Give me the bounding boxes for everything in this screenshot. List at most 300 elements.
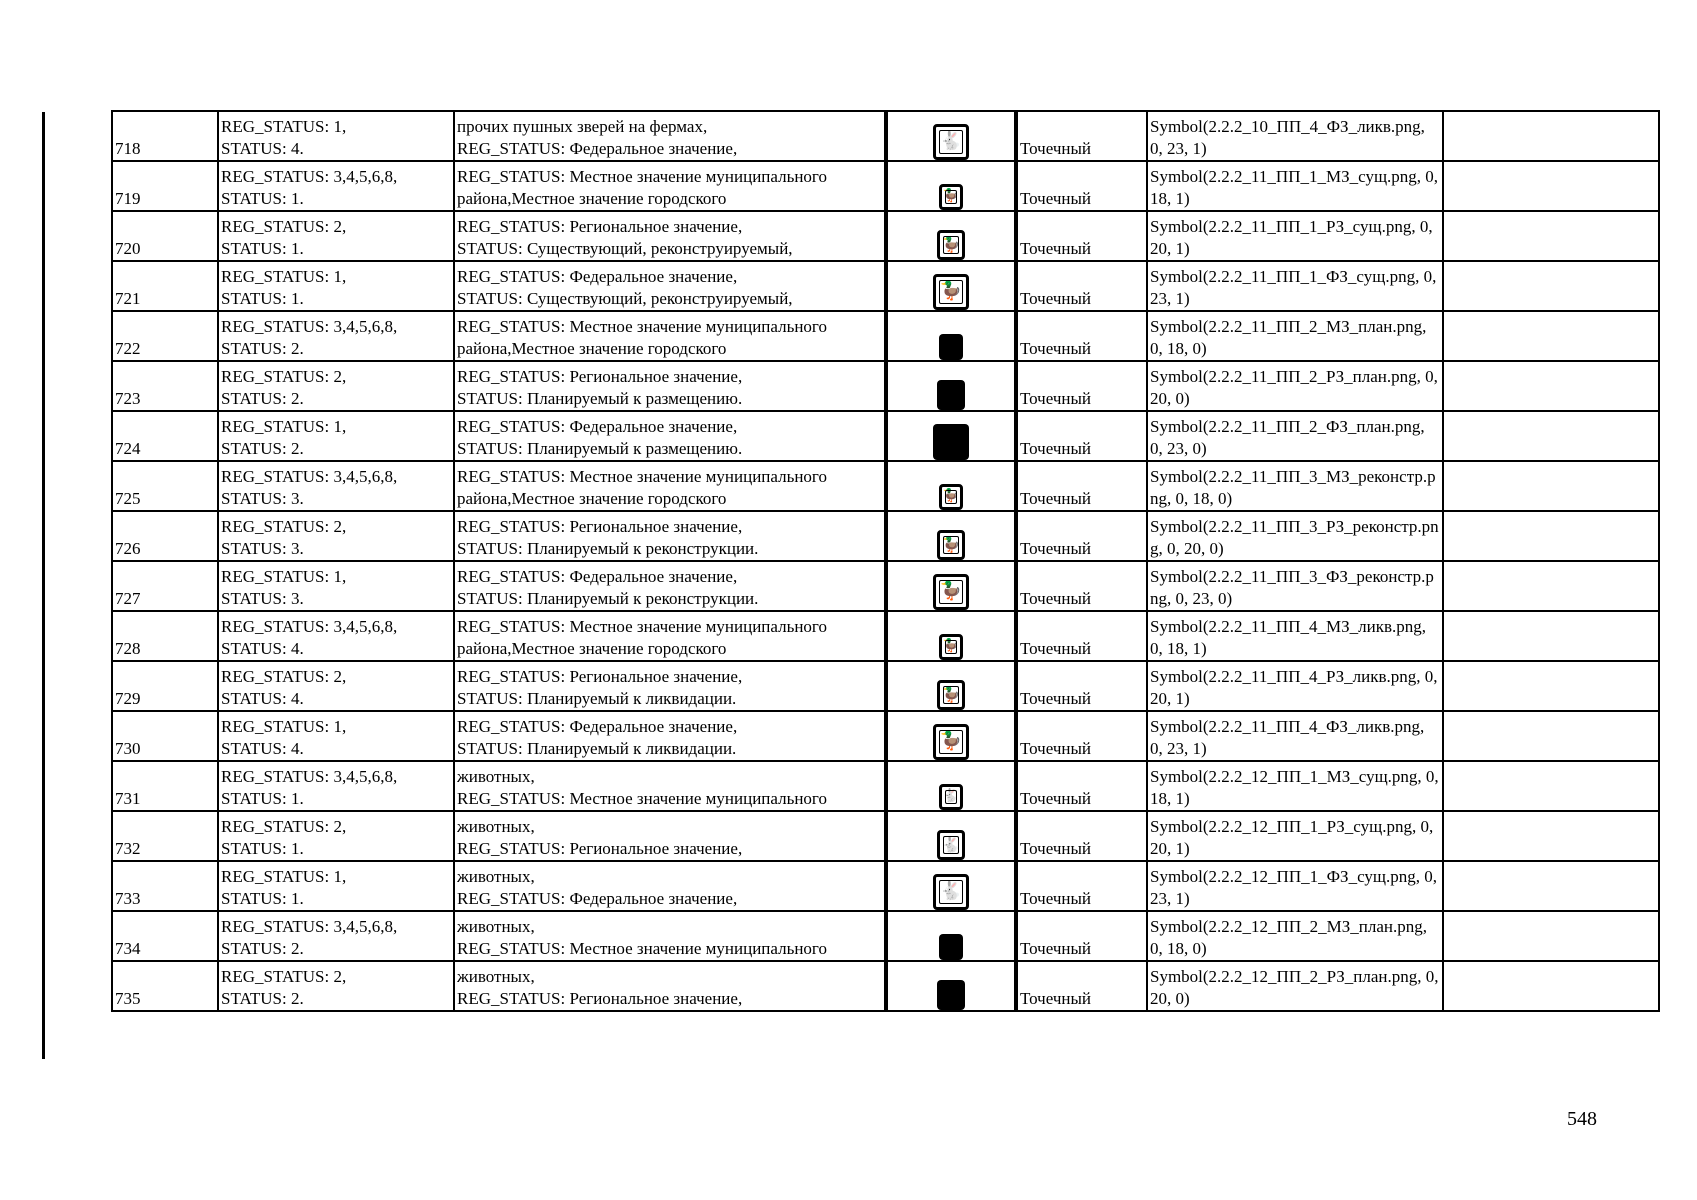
status-cell (218, 711, 454, 761)
row-number-cell (112, 511, 218, 561)
symbol-code-cell (1147, 461, 1443, 511)
description-cell (454, 861, 886, 911)
symbol-glyph: 🦆 (939, 580, 963, 602)
symbol-code: Symbol(2.2.2_11_ПП_1_ФЗ_сущ.png, 0, 23, 1) (1150, 267, 1437, 308)
geometry-type-cell (1016, 561, 1147, 611)
description-line-1: REG_STATUS: Местное значение муниципального (457, 317, 827, 336)
reg-status-text: REG_STATUS: 2, (221, 517, 347, 536)
description-line-2: STATUS: Планируемый к размещению. (457, 439, 743, 458)
description-line-2: STATUS: Планируемый к ликвидации. (457, 689, 737, 708)
status-text: STATUS: 2. (221, 439, 304, 458)
geometry-type-cell (1016, 311, 1147, 361)
geometry-type: Точечный (1020, 139, 1092, 158)
geometry-type: Точечный (1020, 689, 1092, 708)
table-row (112, 911, 1659, 961)
geometry-type: Точечный (1020, 939, 1092, 958)
geometry-type: Точечный (1020, 589, 1092, 608)
duck-icon (937, 680, 965, 710)
geometry-type: Точечный (1020, 889, 1092, 908)
symbol-cell (886, 211, 1016, 261)
empty-cell (1443, 911, 1659, 961)
empty-cell (1443, 711, 1659, 761)
symbol-cell (886, 361, 1016, 411)
description-line-2: района,Местное значение городского (457, 339, 727, 358)
status-cell (218, 261, 454, 311)
symbol-code: Symbol(2.2.2_11_ПП_2_МЗ_план.png, 0, 18, 0) (1150, 317, 1427, 358)
symbol-code-cell (1147, 911, 1443, 961)
empty-cell (1443, 861, 1659, 911)
symbol-code-cell (1147, 161, 1443, 211)
status-cell (218, 411, 454, 461)
table-row (112, 411, 1659, 461)
description-cell (454, 961, 886, 1011)
row-number: 722 (115, 339, 141, 358)
description-line-2: STATUS: Существующий, реконструируемый, (457, 239, 793, 258)
status-text: STATUS: 4. (221, 139, 304, 158)
table-row (112, 261, 1659, 311)
table-row (112, 611, 1659, 661)
page-number: 548 (1567, 1108, 1597, 1130)
description-line-1: REG_STATUS: Региональное значение, (457, 517, 743, 536)
status-cell (218, 911, 454, 961)
description-line-1: REG_STATUS: Федеральное значение, (457, 567, 738, 586)
symbol-cell (886, 711, 1016, 761)
row-number: 732 (115, 839, 141, 858)
geometry-type-cell (1016, 111, 1147, 161)
row-number-cell (112, 611, 218, 661)
rabbit-icon (933, 874, 969, 910)
rabbit-icon (939, 784, 963, 810)
description-line-1: животных, (457, 967, 535, 986)
symbol-cell (886, 611, 1016, 661)
empty-cell (1443, 211, 1659, 261)
description-cell (454, 211, 886, 261)
filled-square-icon (937, 980, 965, 1010)
row-number-cell (112, 411, 218, 461)
symbol-code-cell (1147, 311, 1443, 361)
description-line-2: REG_STATUS: Региональное значение, (457, 989, 743, 1008)
duck-icon (939, 484, 963, 510)
row-number-cell (112, 761, 218, 811)
geometry-type-cell (1016, 511, 1147, 561)
left-margin-rule (42, 112, 45, 1059)
status-cell (218, 361, 454, 411)
symbol-code: Symbol(2.2.2_11_ПП_3_РЗ_реконстр.png, 0, 20, 0) (1150, 517, 1439, 558)
description-cell (454, 261, 886, 311)
symbol-code-cell (1147, 411, 1443, 461)
symbol-code-cell (1147, 211, 1443, 261)
reg-status-text: REG_STATUS: 2, (221, 667, 347, 686)
geometry-type-cell (1016, 811, 1147, 861)
symbol-cell (886, 111, 1016, 161)
symbol-glyph: 🐇 (941, 835, 961, 854)
row-number: 720 (115, 239, 141, 258)
geometry-type-cell (1016, 261, 1147, 311)
reg-status-text: REG_STATUS: 3,4,5,6,8, (221, 617, 398, 636)
description-line-1: животных, (457, 767, 535, 786)
symbol-code: Symbol(2.2.2_11_ПП_4_МЗ_ликв.png, 0, 18, 1) (1150, 617, 1426, 658)
geometry-type: Точечный (1020, 839, 1092, 858)
empty-cell (1443, 661, 1659, 711)
symbol-code: Symbol(2.2.2_12_ПП_2_РЗ_план.png, 0, 20, 0) (1150, 967, 1439, 1008)
row-number-cell (112, 861, 218, 911)
row-number: 729 (115, 689, 141, 708)
symbol-glyph: 🐇 (939, 880, 963, 902)
row-number: 719 (115, 189, 141, 208)
table-row (112, 661, 1659, 711)
row-number-cell (112, 211, 218, 261)
description-line-1: REG_STATUS: Региональное значение, (457, 667, 743, 686)
reg-status-text: REG_STATUS: 2, (221, 817, 347, 836)
reg-status-text: REG_STATUS: 3,4,5,6,8, (221, 467, 398, 486)
row-number-cell (112, 961, 218, 1011)
reg-status-text: REG_STATUS: 3,4,5,6,8, (221, 317, 398, 336)
empty-cell (1443, 411, 1659, 461)
symbol-cell (886, 961, 1016, 1011)
symbol-glyph: 🐇 (942, 788, 960, 804)
geometry-type: Точечный (1020, 339, 1092, 358)
empty-cell (1443, 461, 1659, 511)
geometry-type-cell (1016, 411, 1147, 461)
symbol-cell (886, 461, 1016, 511)
symbol-code: Symbol(2.2.2_11_ПП_2_РЗ_план.png, 0, 20, 0) (1150, 367, 1438, 408)
geometry-type: Точечный (1020, 539, 1092, 558)
description-line-1: животных, (457, 867, 535, 886)
description-line-2: района,Местное значение городского (457, 639, 727, 658)
description-cell (454, 661, 886, 711)
symbol-cell (886, 911, 1016, 961)
empty-cell (1443, 111, 1659, 161)
description-line-1: REG_STATUS: Региональное значение, (457, 367, 743, 386)
description-cell (454, 561, 886, 611)
description-line-2: STATUS: Существующий, реконструируемый, (457, 289, 793, 308)
table-row (112, 511, 1659, 561)
geometry-type-cell (1016, 761, 1147, 811)
description-line-1: прочих пушных зверей на фермах, (457, 117, 708, 136)
status-cell (218, 161, 454, 211)
description-cell (454, 761, 886, 811)
row-number-cell (112, 561, 218, 611)
row-number: 724 (115, 439, 141, 458)
status-text: STATUS: 2. (221, 989, 304, 1008)
reg-status-text: REG_STATUS: 3,4,5,6,8, (221, 917, 398, 936)
symbol-code-cell (1147, 261, 1443, 311)
geometry-type-cell (1016, 911, 1147, 961)
empty-cell (1443, 311, 1659, 361)
description-cell (454, 361, 886, 411)
row-number-cell (112, 661, 218, 711)
status-text: STATUS: 4. (221, 689, 304, 708)
row-number: 733 (115, 889, 141, 908)
empty-cell (1443, 561, 1659, 611)
description-line-1: REG_STATUS: Федеральное значение, (457, 717, 738, 736)
row-number-cell (112, 111, 218, 161)
description-cell (454, 611, 886, 661)
description-line-1: REG_STATUS: Местное значение муниципального (457, 467, 827, 486)
status-text: STATUS: 2. (221, 389, 304, 408)
status-text: STATUS: 1. (221, 789, 304, 808)
description-line-2: REG_STATUS: Федеральное значение, (457, 139, 738, 158)
status-cell (218, 611, 454, 661)
row-number-cell (112, 911, 218, 961)
description-cell (454, 111, 886, 161)
reg-status-text: REG_STATUS: 2, (221, 967, 347, 986)
symbol-cell (886, 861, 1016, 911)
symbol-code: Symbol(2.2.2_12_ПП_1_МЗ_сущ.png, 0, 18, 1) (1150, 767, 1439, 808)
filled-square-icon (939, 334, 963, 360)
row-number-cell (112, 711, 218, 761)
symbol-cell (886, 761, 1016, 811)
symbol-code-cell (1147, 111, 1443, 161)
symbol-glyph: 🦆 (942, 488, 960, 504)
symbol-code: Symbol(2.2.2_11_ПП_3_МЗ_реконстр.png, 0, 18, 0) (1150, 467, 1436, 508)
geometry-type: Точечный (1020, 389, 1092, 408)
symbol-code: Symbol(2.2.2_11_ПП_1_РЗ_сущ.png, 0, 20, 1) (1150, 217, 1433, 258)
status-text: STATUS: 4. (221, 739, 304, 758)
symbol-code-cell (1147, 711, 1443, 761)
description-line-2: STATUS: Планируемый к реконструкции. (457, 539, 759, 558)
description-line-2: STATUS: Планируемый к реконструкции. (457, 589, 759, 608)
description-line-2: REG_STATUS: Местное значение муниципального (457, 939, 827, 958)
geometry-type: Точечный (1020, 439, 1092, 458)
empty-cell (1443, 961, 1659, 1011)
symbol-glyph: 🦆 (939, 280, 963, 302)
duck-icon (937, 530, 965, 560)
geometry-type: Точечный (1020, 639, 1092, 658)
row-number: 731 (115, 789, 141, 808)
geometry-type-cell (1016, 611, 1147, 661)
reg-status-text: REG_STATUS: 1, (221, 117, 347, 136)
row-number-cell (112, 361, 218, 411)
symbol-cell (886, 161, 1016, 211)
description-line-1: REG_STATUS: Федеральное значение, (457, 417, 738, 436)
symbol-code-cell (1147, 811, 1443, 861)
symbol-code: Symbol(2.2.2_12_ПП_1_ФЗ_сущ.png, 0, 23, 1) (1150, 867, 1437, 908)
reg-status-text: REG_STATUS: 1, (221, 567, 347, 586)
symbol-table (111, 110, 1660, 1012)
duck-icon (939, 634, 963, 660)
symbol-code-cell (1147, 861, 1443, 911)
table-row (112, 211, 1659, 261)
geometry-type-cell (1016, 861, 1147, 911)
geometry-type: Точечный (1020, 239, 1092, 258)
description-line-1: REG_STATUS: Региональное значение, (457, 217, 743, 236)
reg-status-text: REG_STATUS: 1, (221, 867, 347, 886)
status-cell (218, 311, 454, 361)
geometry-type-cell (1016, 211, 1147, 261)
symbol-cell (886, 661, 1016, 711)
description-line-2: REG_STATUS: Региональное значение, (457, 839, 743, 858)
row-number-cell (112, 461, 218, 511)
row-number-cell (112, 311, 218, 361)
status-text: STATUS: 3. (221, 539, 304, 558)
symbol-glyph: 🦆 (941, 235, 961, 254)
table-row (112, 311, 1659, 361)
status-cell (218, 811, 454, 861)
symbol-cell (886, 261, 1016, 311)
status-cell (218, 761, 454, 811)
status-text: STATUS: 2. (221, 339, 304, 358)
row-number: 728 (115, 639, 141, 658)
rabbit-icon (933, 124, 969, 160)
symbol-cell (886, 311, 1016, 361)
row-number: 735 (115, 989, 141, 1008)
filled-square-icon (933, 424, 969, 460)
symbol-code: Symbol(2.2.2_11_ПП_4_РЗ_ликв.png, 0, 20, 1) (1150, 667, 1438, 708)
status-text: STATUS: 3. (221, 589, 304, 608)
geometry-type: Точечный (1020, 739, 1092, 758)
status-text: STATUS: 1. (221, 239, 304, 258)
description-cell (454, 711, 886, 761)
empty-cell (1443, 611, 1659, 661)
description-line-1: REG_STATUS: Местное значение муниципального (457, 617, 827, 636)
description-cell (454, 311, 886, 361)
geometry-type-cell (1016, 361, 1147, 411)
geometry-type-cell (1016, 161, 1147, 211)
row-number: 718 (115, 139, 141, 158)
symbol-table-body (112, 111, 1659, 1011)
description-line-2: REG_STATUS: Федеральное значение, (457, 889, 738, 908)
row-number: 723 (115, 389, 141, 408)
duck-icon (937, 230, 965, 260)
table-row (112, 111, 1659, 161)
empty-cell (1443, 161, 1659, 211)
description-line-2: STATUS: Планируемый к размещению. (457, 389, 743, 408)
symbol-cell (886, 561, 1016, 611)
table-row (112, 161, 1659, 211)
reg-status-text: REG_STATUS: 1, (221, 417, 347, 436)
row-number: 725 (115, 489, 141, 508)
status-text: STATUS: 1. (221, 889, 304, 908)
geometry-type: Точечный (1020, 989, 1092, 1008)
geometry-type: Точечный (1020, 289, 1092, 308)
status-text: STATUS: 1. (221, 289, 304, 308)
description-cell (454, 811, 886, 861)
description-line-2: района,Местное значение городского (457, 189, 727, 208)
row-number-cell (112, 811, 218, 861)
description-line-1: животных, (457, 817, 535, 836)
symbol-glyph: 🦆 (939, 730, 963, 752)
status-text: STATUS: 1. (221, 189, 304, 208)
geometry-type-cell (1016, 711, 1147, 761)
reg-status-text: REG_STATUS: 2, (221, 367, 347, 386)
symbol-code: Symbol(2.2.2_12_ПП_2_МЗ_план.png, 0, 18, 0) (1150, 917, 1427, 958)
table-row (112, 561, 1659, 611)
symbol-code: Symbol(2.2.2_11_ПП_4_ФЗ_ликв.png, 0, 23, 1) (1150, 717, 1425, 758)
symbol-cell (886, 811, 1016, 861)
reg-status-text: REG_STATUS: 3,4,5,6,8, (221, 167, 398, 186)
symbol-code-cell (1147, 761, 1443, 811)
symbol-code: Symbol(2.2.2_11_ПП_3_ФЗ_реконстр.png, 0, 23, 0) (1150, 567, 1434, 608)
symbol-cell (886, 411, 1016, 461)
duck-icon (933, 574, 969, 610)
symbol-code-cell (1147, 561, 1443, 611)
row-number-cell (112, 261, 218, 311)
reg-status-text: REG_STATUS: 3,4,5,6,8, (221, 767, 398, 786)
status-cell (218, 961, 454, 1011)
row-number: 730 (115, 739, 141, 758)
table-row (112, 761, 1659, 811)
reg-status-text: REG_STATUS: 2, (221, 217, 347, 236)
row-number-cell (112, 161, 218, 211)
geometry-type-cell (1016, 661, 1147, 711)
description-cell (454, 161, 886, 211)
symbol-code: Symbol(2.2.2_11_ПП_1_МЗ_сущ.png, 0, 18, 1) (1150, 167, 1439, 208)
description-cell (454, 511, 886, 561)
table-row (112, 361, 1659, 411)
description-cell (454, 911, 886, 961)
filled-square-icon (937, 380, 965, 410)
geometry-type: Точечный (1020, 189, 1092, 208)
table-row (112, 861, 1659, 911)
symbol-glyph: 🦆 (942, 638, 960, 654)
description-cell (454, 411, 886, 461)
symbol-code: Symbol(2.2.2_10_ПП_4_ФЗ_ликв.png, 0, 23, 1) (1150, 117, 1425, 158)
description-line-2: района,Местное значение городского (457, 489, 727, 508)
geometry-type: Точечный (1020, 789, 1092, 808)
description-line-1: животных, (457, 917, 535, 936)
empty-cell (1443, 261, 1659, 311)
symbol-code-cell (1147, 611, 1443, 661)
symbol-cell (886, 511, 1016, 561)
table-row (112, 961, 1659, 1011)
symbol-code-cell (1147, 661, 1443, 711)
duck-icon (933, 274, 969, 310)
symbol-glyph: 🦆 (941, 535, 961, 554)
symbol-glyph: 🦆 (942, 188, 960, 204)
duck-icon (933, 724, 969, 760)
status-cell (218, 111, 454, 161)
geometry-type: Точечный (1020, 489, 1092, 508)
table-row (112, 711, 1659, 761)
symbol-glyph: 🐇 (939, 130, 963, 152)
status-text: STATUS: 2. (221, 939, 304, 958)
status-cell (218, 511, 454, 561)
empty-cell (1443, 811, 1659, 861)
empty-cell (1443, 511, 1659, 561)
empty-cell (1443, 761, 1659, 811)
status-cell (218, 211, 454, 261)
status-text: STATUS: 1. (221, 839, 304, 858)
empty-cell (1443, 361, 1659, 411)
description-cell (454, 461, 886, 511)
status-text: STATUS: 3. (221, 489, 304, 508)
geometry-type-cell (1016, 461, 1147, 511)
description-line-2: REG_STATUS: Местное значение муниципального (457, 789, 827, 808)
rabbit-icon (937, 830, 965, 860)
filled-square-icon (939, 934, 963, 960)
row-number: 726 (115, 539, 141, 558)
row-number: 721 (115, 289, 141, 308)
reg-status-text: REG_STATUS: 1, (221, 267, 347, 286)
symbol-code-cell (1147, 511, 1443, 561)
table-row (112, 811, 1659, 861)
status-cell (218, 661, 454, 711)
symbol-glyph: 🦆 (941, 685, 961, 704)
row-number: 727 (115, 589, 141, 608)
row-number: 734 (115, 939, 141, 958)
table-row (112, 461, 1659, 511)
description-line-1: REG_STATUS: Местное значение муниципального (457, 167, 827, 186)
status-cell (218, 461, 454, 511)
status-text: STATUS: 4. (221, 639, 304, 658)
status-cell (218, 561, 454, 611)
symbol-code-cell (1147, 361, 1443, 411)
symbol-code: Symbol(2.2.2_12_ПП_1_РЗ_сущ.png, 0, 20, 1) (1150, 817, 1434, 858)
status-cell (218, 861, 454, 911)
description-line-1: REG_STATUS: Федеральное значение, (457, 267, 738, 286)
geometry-type-cell (1016, 961, 1147, 1011)
